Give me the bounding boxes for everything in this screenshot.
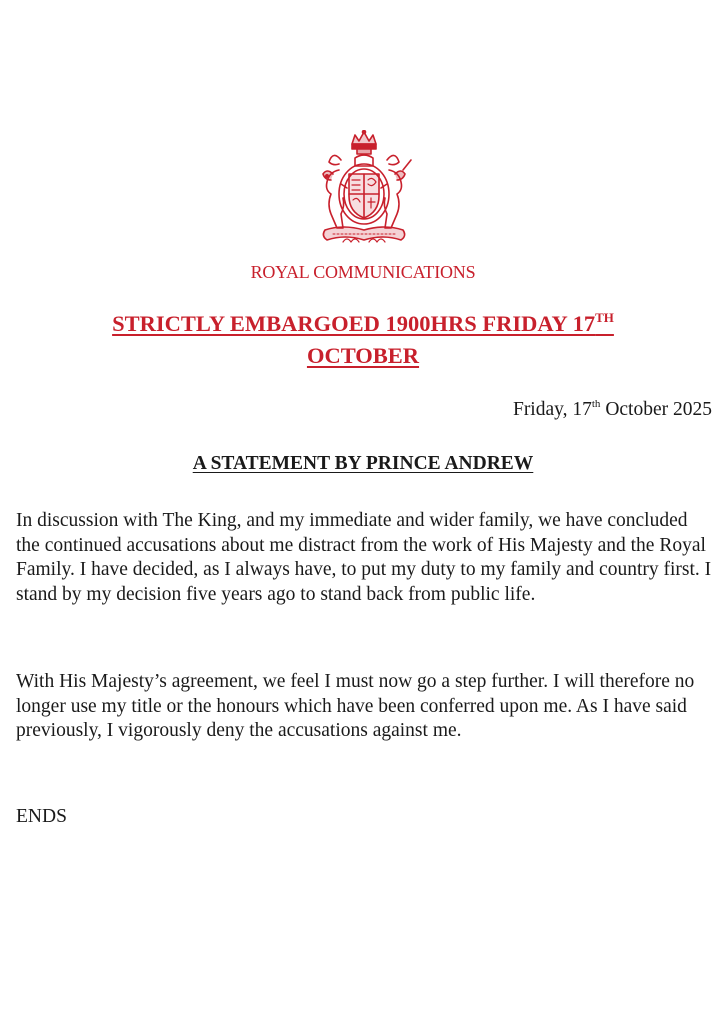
statement-paragraph: With His Majesty’s agreement, we feel I must now go a step further. I will therefore no longer use my title or the honours which have been conferred upon me. As I have said previously, I vigorously deny the accusations against me. (16, 671, 695, 741)
date-day: Friday, 17 (512, 399, 592, 420)
embargo-line-1 (112, 311, 614, 336)
embargo-text: STRICTLY EMBARGOED 1900HRS FRIDAY 17 (112, 311, 596, 336)
statement-ends: ENDS (16, 806, 67, 827)
embargo-line-2: OCTOBER (306, 343, 420, 368)
statement-heading: A STATEMENT BY PRINCE ANDREW (192, 453, 534, 474)
embargo-notice (0, 308, 726, 372)
date-rest: October 2025 (600, 399, 712, 420)
date-ordinal: th (591, 398, 601, 410)
embargo-ordinal: TH (595, 310, 614, 325)
statement-paragraph: In discussion with The King, and my immediate and wider family, we have concluded the continued accusations about me distract from the work of His Majesty and the Royal Family. I have decided, as I always have, to put my duty to my family and country first. I stand by my decision five years ago to stand back from public life. (16, 510, 712, 605)
statement-date (513, 399, 712, 421)
office-name: ROYAL COMMUNICATIONS (250, 262, 476, 282)
royal-coat-of-arms-icon (303, 130, 425, 248)
